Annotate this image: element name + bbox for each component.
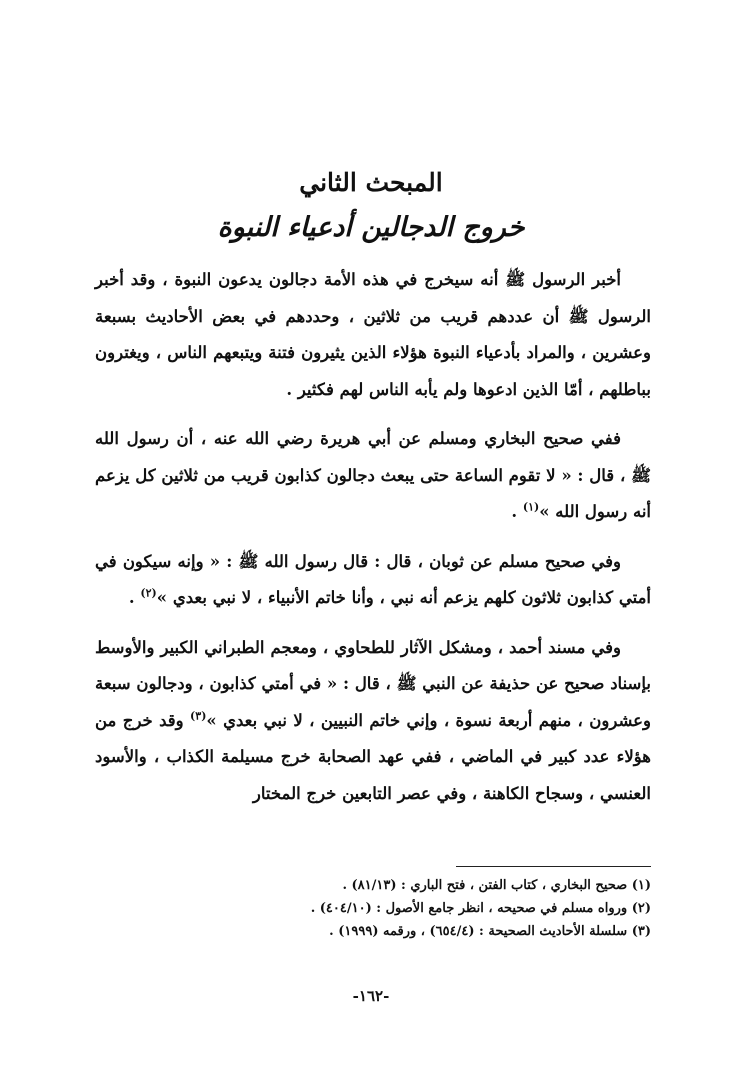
paragraph-tail: . (511, 502, 523, 521)
paragraph (95, 630, 651, 813)
paragraph-text: ففي صحيح البخاري ومسلم عن أبي هريرة رضي الله عنه ، أن رسول الله ﷺ ، قال : « لا تقوم الساعة حتى يبعث دجالون كذابون قريب من ثلاثين كل يزعم أنه رسول الله » (95, 429, 651, 521)
paragraph-tail: وقد خرج من هؤلاء عدد كبير في الماضي ، ففي عهد الصحابة خرج مسيلمة الكذاب ، والأسود العنسي ، وسجاح الكاهنة ، وفي عصر التابعين خرج المختار (95, 710, 651, 803)
footnotes (91, 874, 651, 943)
paragraph-text: وفي صحيح مسلم عن ثوبان ، قال : قال رسول الله ﷺ : « وإنه سيكون في أمتي كذابون ثلاثون كلهم يزعم أنه نبي ، وأنا خاتم الأنبياء ، لا نبي بعدي » (95, 551, 651, 607)
footnote-marker: (٢) (140, 586, 157, 600)
paragraph (95, 421, 651, 531)
footnote: (٢) ورواه مسلم في صحيحه ، انظر جامع الأصول : (٤٠٤/١٠) . (310, 901, 651, 916)
paragraph-tail: . (128, 588, 141, 607)
footnote: (٣) سلسلة الأحاديث الصحيحة : (٦٥٤/٤) ، ورقمه (١٩٩٩) . (329, 924, 651, 939)
paragraph-text: أخبر الرسول ﷺ أنه سيخرج في هذه الأمة دجالون يدعون النبوة ، وقد أخبر الرسول ﷺ أن عددهم قريب من ثلاثين ، وحددهم في بعض الأحاديث بسبعة وعشرين ، والمراد بأدعياء النبوة هؤلاء الذين يثيرون فتنة ويتبعهم الناس ، ويغترون بباطلهم ، أمّا الذين ادعوها ولم يأبه الناس لهم فكثير . (95, 270, 651, 399)
paragraph (95, 262, 651, 408)
page-number: -١٦٢- (352, 987, 390, 1005)
body-text (95, 262, 651, 825)
section-heading: المبحث الثاني (299, 168, 443, 197)
footnote-divider (456, 866, 651, 867)
paragraph (95, 544, 651, 617)
footnote: (١) صحيح البخاري ، كتاب الفتن ، فتح الباري : (٨١/١٣) . (342, 878, 651, 893)
footnote-marker: (٣) (190, 709, 207, 722)
footnote-marker: (١) (522, 500, 540, 514)
chapter-title: خروج الدجالين أدعياء النبوة (217, 212, 525, 243)
paragraph-text: وفي مسند أحمد ، ومشكل الآثار للطحاوي ، ومعجم الطبراني الكبير والأوسط بإسناد صحيح عن حذيفة عن النبي ﷺ ، قال : « في أمتي كذابون ، ودجالون سبعة وعشرون ، منهم أربعة نسوة ، وإني خاتم النبيين ، لا نبي بعدي » (95, 637, 651, 730)
